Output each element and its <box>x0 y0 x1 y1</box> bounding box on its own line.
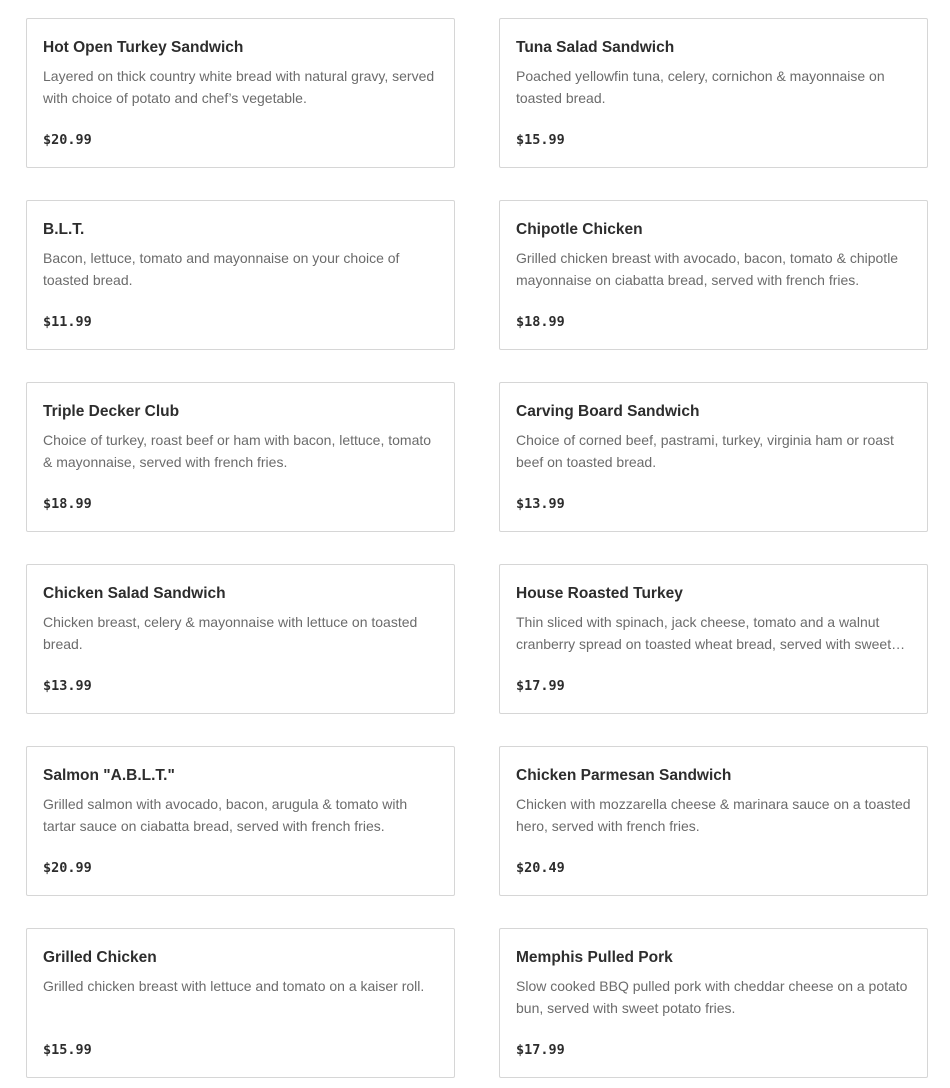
menu-item-price: $15.99 <box>516 132 565 148</box>
menu-item-description: Bacon, lettuce, tomato and mayonnaise on your choice of toasted bread. <box>43 250 400 288</box>
menu-item-description: Chicken with mozzarella cheese & marinara sauce on a toasted hero, served with french fries. <box>516 796 911 834</box>
menu-item-name: Memphis Pulled Pork <box>516 949 673 966</box>
menu-item-card-blt[interactable] <box>26 200 455 350</box>
menu-item-name: Triple Decker Club <box>43 403 180 420</box>
menu-item-name: Carving Board Sandwich <box>516 403 700 420</box>
menu-item-price: $18.99 <box>43 496 92 512</box>
menu-item-price: $13.99 <box>43 678 92 694</box>
menu-item-price: $20.99 <box>43 132 92 148</box>
menu-item-card-hot-open-turkey-sandwich[interactable] <box>26 18 455 168</box>
menu-item-description: Poached yellowfin tuna, celery, cornichon & mayonnaise on toasted bread. <box>516 68 885 106</box>
menu-item-card-salmon-ablt[interactable] <box>26 746 455 896</box>
menu-item-description: Choice of turkey, roast beef or ham with bacon, lettuce, tomato & mayonnaise, served with french fries. <box>43 432 432 470</box>
menu-item-price: $18.99 <box>516 314 565 330</box>
menu-item-card-house-roasted-turkey[interactable] <box>499 564 928 714</box>
menu-item-grid <box>26 18 928 1078</box>
menu-item-card-grilled-chicken[interactable] <box>26 928 455 1078</box>
menu-item-name: Tuna Salad Sandwich <box>516 39 675 56</box>
menu-item-card-triple-decker-club[interactable] <box>26 382 455 532</box>
menu-item-price: $17.99 <box>516 678 565 694</box>
menu-item-price: $11.99 <box>43 314 92 330</box>
menu-item-name: Chipotle Chicken <box>516 221 643 238</box>
menu-item-price: $20.99 <box>43 860 92 876</box>
menu-item-card-chicken-parmesan-sandwich[interactable] <box>499 746 928 896</box>
menu-item-name: Chicken Salad Sandwich <box>43 585 226 602</box>
menu-item-description: Choice of corned beef, pastrami, turkey, virginia ham or roast beef on toasted bread. <box>516 432 894 470</box>
menu-item-card-chipotle-chicken[interactable] <box>499 200 928 350</box>
menu-item-description: Slow cooked BBQ pulled pork with cheddar cheese on a potato bun, served with sweet potato fries. <box>516 978 908 1016</box>
menu-item-name: B.L.T. <box>43 221 85 238</box>
menu-item-price: $20.49 <box>516 860 565 876</box>
menu-item-card-tuna-salad-sandwich[interactable] <box>499 18 928 168</box>
menu-item-price: $17.99 <box>516 1042 565 1058</box>
menu-item-description: Grilled chicken breast with lettuce and tomato on a kaiser roll. <box>43 978 425 994</box>
menu-item-name: Chicken Parmesan Sandwich <box>516 767 732 784</box>
menu-item-name: Hot Open Turkey Sandwich <box>43 39 244 56</box>
menu-item-description: Layered on thick country white bread with natural gravy, served with choice of potato and chef’s vegetable. <box>43 68 435 106</box>
menu-item-card-memphis-pulled-pork[interactable] <box>499 928 928 1078</box>
menu-item-description: Thin sliced with spinach, jack cheese, tomato and a walnut cranberry spread on toasted wheat bread, served with sweet… <box>516 614 906 652</box>
menu-item-description: Chicken breast, celery & mayonnaise with lettuce on toasted bread. <box>43 614 418 652</box>
menu-item-name: Salmon "A.B.L.T." <box>43 767 175 784</box>
menu-item-name: House Roasted Turkey <box>516 585 683 602</box>
menu-item-description: Grilled salmon with avocado, bacon, arugula & tomato with tartar sauce on ciabatta bread, served with french fries. <box>43 796 408 834</box>
menu-item-price: $13.99 <box>516 496 565 512</box>
menu-item-card-carving-board-sandwich[interactable] <box>499 382 928 532</box>
menu-item-description: Grilled chicken breast with avocado, bacon, tomato & chipotle mayonnaise on ciabatta bread, served with french fries. <box>516 250 899 288</box>
menu-item-price: $15.99 <box>43 1042 92 1058</box>
menu-item-name: Grilled Chicken <box>43 949 157 966</box>
menu-item-card-chicken-salad-sandwich[interactable] <box>26 564 455 714</box>
